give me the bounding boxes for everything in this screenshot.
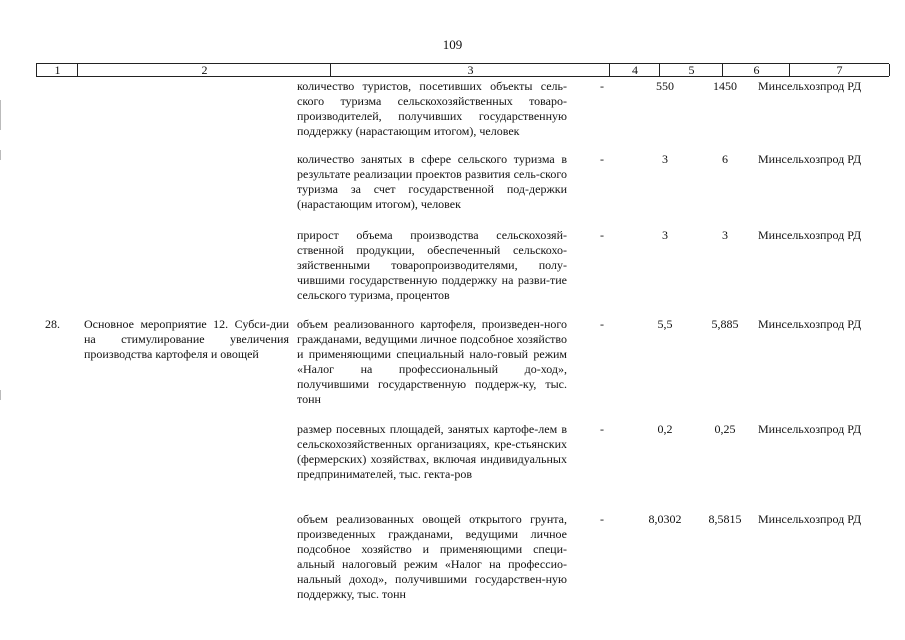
col5-value: 550 [656,79,674,93]
col6-value: 3 [722,228,728,242]
col4-value: - [600,512,604,526]
header-col-6: 6 [722,64,790,76]
scan-artifact [0,390,1,400]
indicator-text: количество туристов, посетивших объекты сель-ского туризма сельскохозяйственных товаро-производителей, получивших государственную поддержку (нарастающим итогом), человек [297,79,567,138]
indicator-text: количество занятых в сфере сельского туризма в результате реализации проектов развития сель-ского туризма за счет государственной под-держки (нарастающим итогом), человек [297,152,567,211]
event-name: Основное мероприятие 12. Субси-дии на стимулирование увеличения производства картофеля и овощей [84,317,289,361]
executor: Минсельхозпрод РД [758,512,862,526]
header-col-3: 3 [330,64,610,76]
col5-value: 0,2 [657,422,673,436]
scan-artifact [0,150,1,160]
scan-artifact [0,100,1,130]
indicator-text: объем реализованных овощей открытого грунта, произведенных гражданами, ведущими личное подсобное хозяйство и применяющими специ-альный налоговый режим «Налог на профессио-нальный доход», получившими государствен-ную поддержку, тыс. тонн [297,512,567,601]
header-col-5: 5 [659,64,723,76]
col5-value: 5,5 [657,317,673,331]
col6-value: 1450 [713,79,737,93]
indicator-text: прирост объема производства сельскохозяй-ственной продукции, обеспеченный сельскохо-зяйственными товаропроизводителями, полу-чившими государственную поддержку на разви-тие сельского туризма, процентов [297,228,567,302]
col4-value: - [600,317,604,331]
col4-value: - [600,79,604,93]
executor: Минсельхозпрод РД [758,79,862,93]
col6-value: 8,5815 [708,512,742,526]
col5-value: 3 [662,152,668,166]
table-header [36,63,889,77]
executor: Минсельхозпрод РД [758,317,862,331]
indicator-text: размер посевных площадей, занятых картофе-лем в сельскохозяйственных организациях, кре-стьянских (фермерских) хозяйствах, включая индивидуальных предпринимателей, тыс. гекта-ров [297,422,567,481]
indicator-text: объем реализованного картофеля, произведен-ного гражданами, ведущими личное подсобное хозяйство и применяющими специальный нало-говый режим «Налог на профессиональный до-ход», получившими государственную поддерж-ку, тыс. тонн [297,317,567,406]
row-number: 28. [45,317,60,331]
executor: Минсельхозпрод РД [758,422,862,436]
header-col-7: 7 [789,64,890,76]
col6-value: 6 [722,152,728,166]
page-number: 109 [442,37,463,52]
executor: Минсельхозпрод РД [758,228,862,242]
col4-value: - [600,228,604,242]
executor: Минсельхозпрод РД [758,152,862,166]
header-col-2: 2 [77,64,331,76]
col5-value: 3 [662,228,668,242]
col5-value: 8,0302 [648,512,682,526]
header-col-4: 4 [609,64,660,76]
col4-value: - [600,152,604,166]
col6-value: 0,25 [714,422,736,436]
col4-value: - [600,422,604,436]
header-col-1: 1 [36,64,78,76]
col6-value: 5,885 [711,317,739,331]
